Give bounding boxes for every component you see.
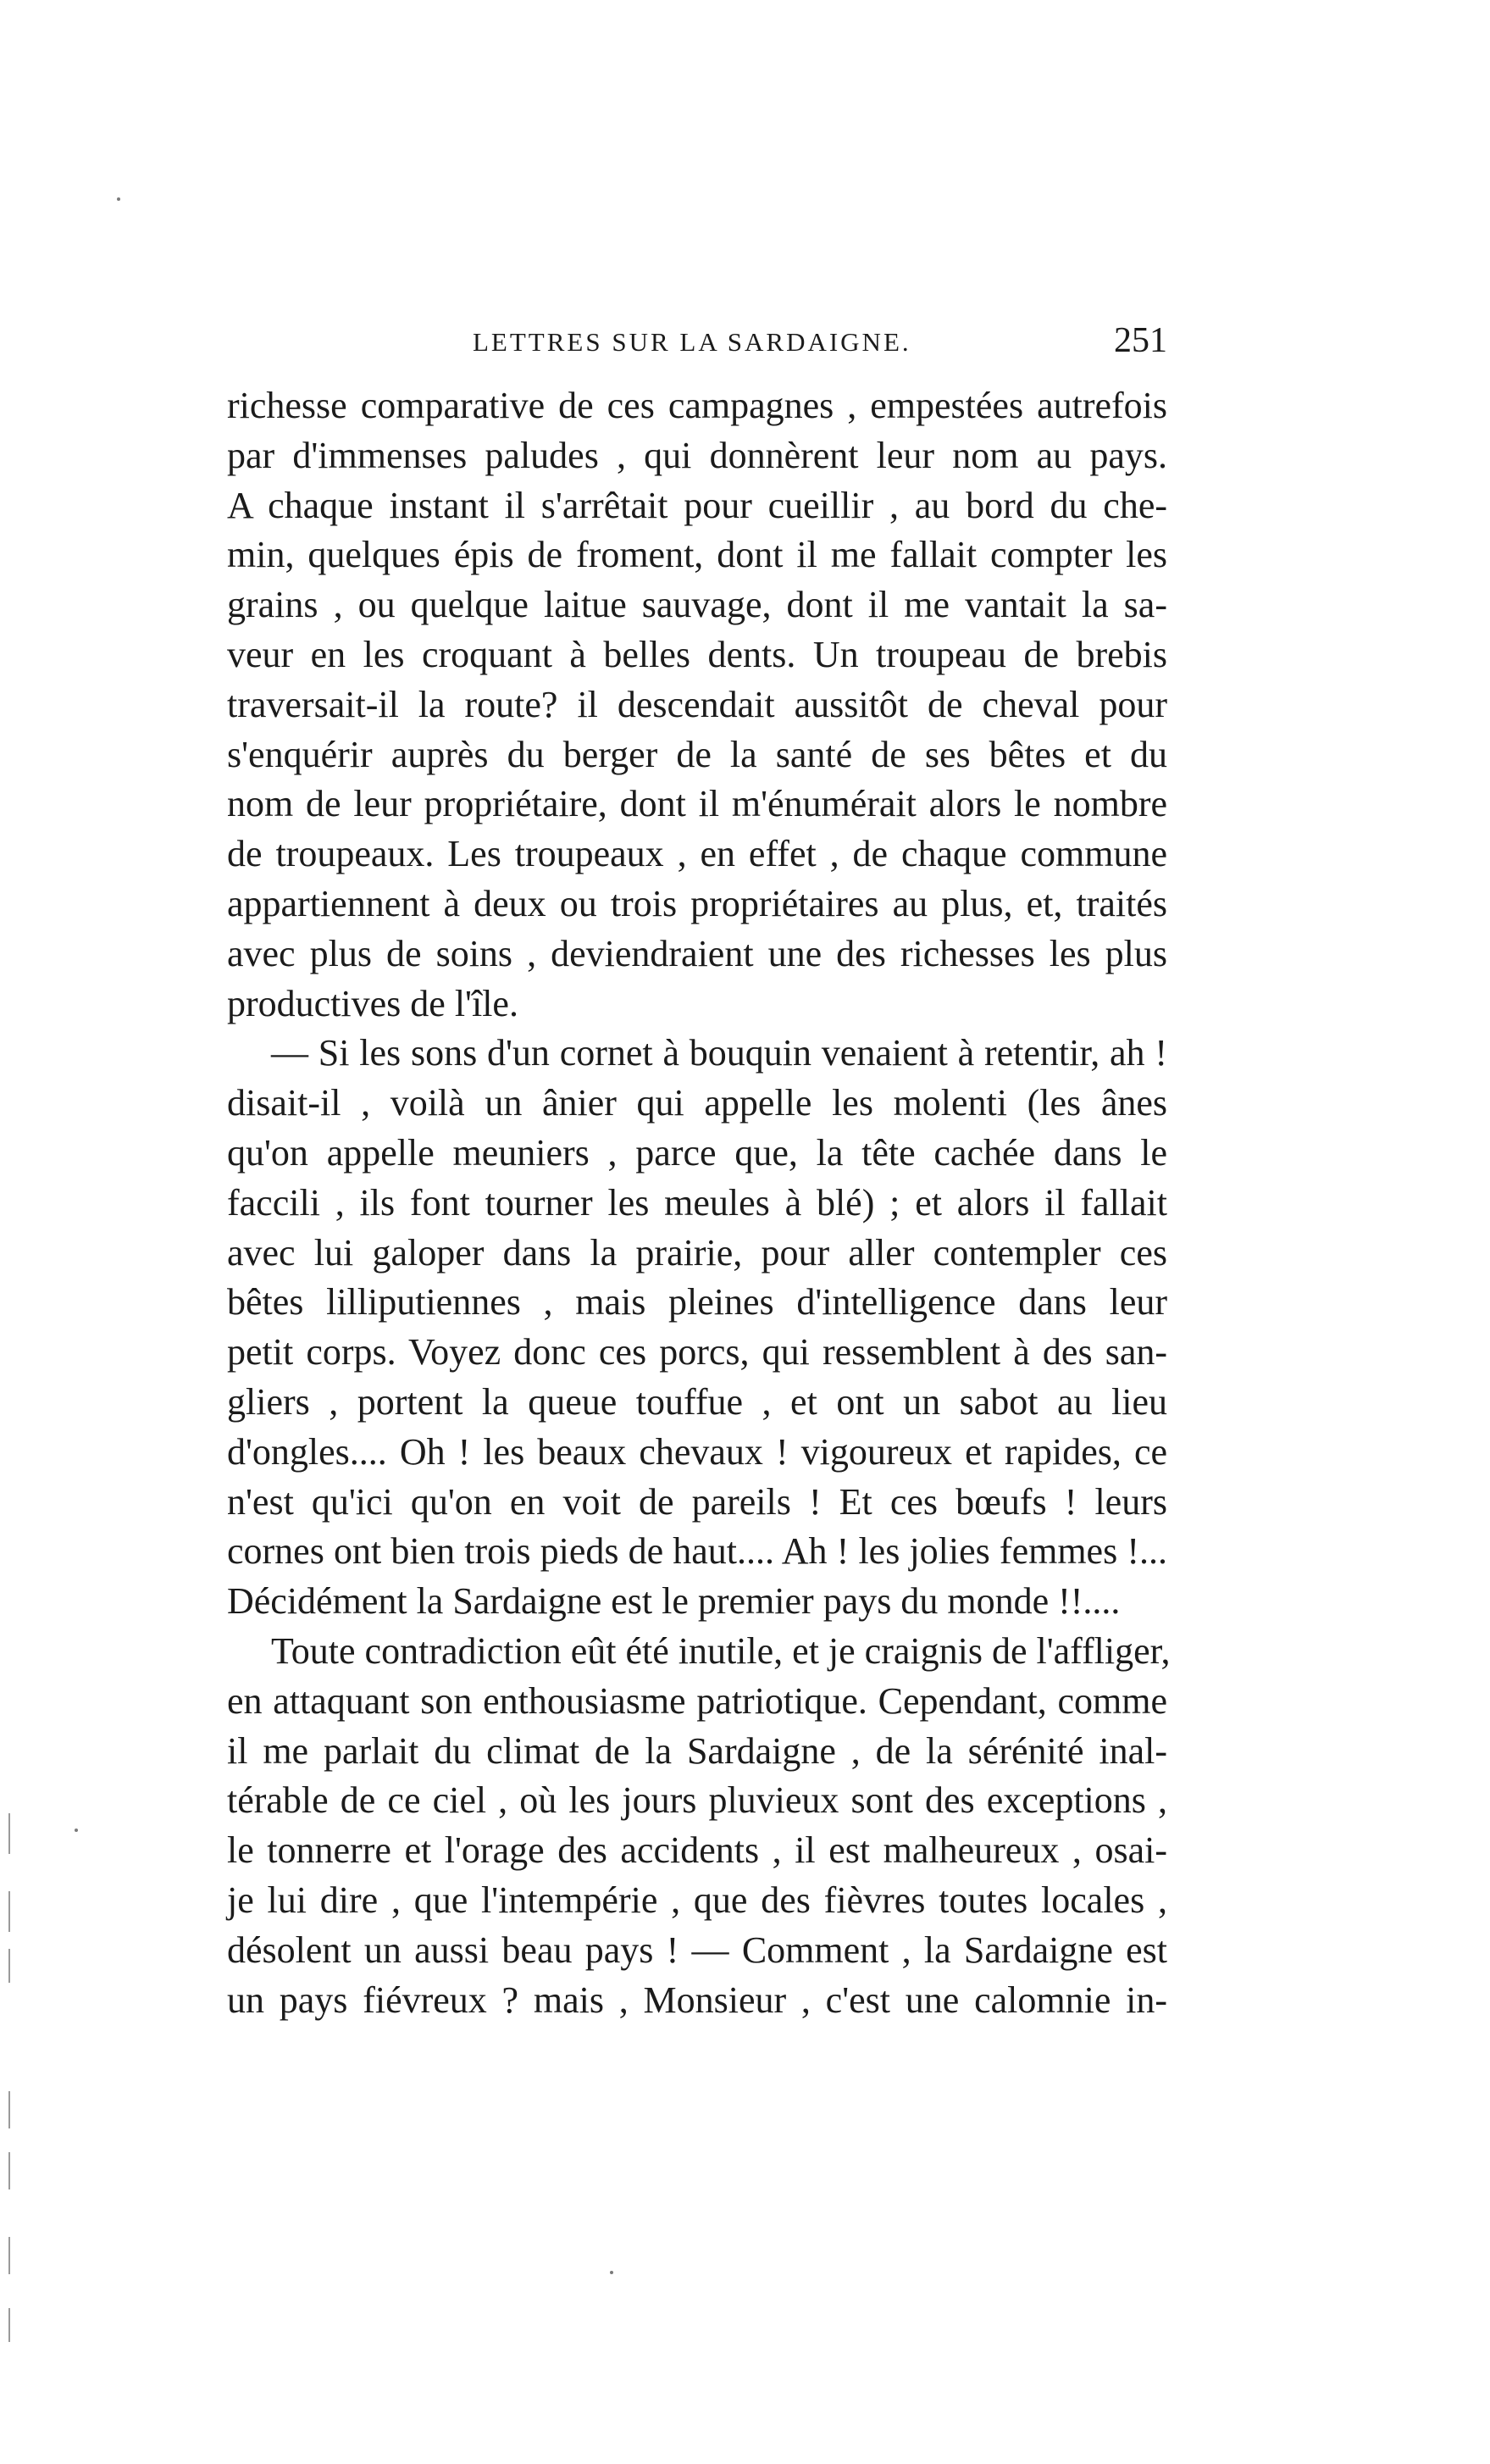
text-line: un pays fiévreux ? mais , Monsieur , c'est une calomnie in- bbox=[227, 1978, 1167, 2021]
scan-edge-mark bbox=[8, 2308, 10, 2342]
text-line: min, quelques épis de froment, dont il me fallait compter les bbox=[227, 534, 1167, 576]
scan-edge-mark bbox=[8, 1949, 10, 1983]
text-line: avec lui galoper dans la prairie, pour aller contempler ces bbox=[227, 1231, 1167, 1274]
text-line: térable de ce ciel , où les jours pluvieux sont des exceptions , bbox=[227, 1779, 1167, 1822]
scan-edge-mark bbox=[8, 2237, 10, 2274]
text-line: — Si les sons d'un cornet à bouquin venaient à retentir, ah ! bbox=[271, 1032, 1167, 1074]
text-line: en attaquant son enthousiasme patriotique. Cependant, comme bbox=[227, 1679, 1167, 1722]
scan-edge-mark bbox=[8, 2152, 10, 2189]
text-line: A chaque instant il s'arrêtait pour cueillir , au bord du che- bbox=[227, 484, 1167, 526]
scan-edge-mark bbox=[8, 1891, 10, 1932]
text-line: veur en les croquant à belles dents. Un troupeau de brebis bbox=[227, 633, 1167, 675]
scan-speck bbox=[610, 2271, 613, 2274]
text-line: désolent un aussi beau pays ! — Comment , la Sardaigne est bbox=[227, 1928, 1167, 1971]
scan-speck bbox=[75, 1829, 78, 1832]
text-line: qu'on appelle meuniers , parce que, la tête cachée dans le bbox=[227, 1131, 1167, 1174]
text-line: richesse comparative de ces campagnes , empestées autrefois bbox=[227, 385, 1167, 426]
body-text bbox=[227, 381, 1171, 2025]
text-line: appartiennent à deux ou trois propriétaires au plus, et, traités bbox=[227, 882, 1167, 924]
text-line: gliers , portent la queue touffue , et ont un sabot au lieu bbox=[227, 1380, 1167, 1423]
text-line: par d'immenses paludes , qui donnèrent leur nom au pays. bbox=[227, 434, 1167, 476]
text-line: cornes ont bien trois pieds de haut.... Ah ! les jolies femmes !... bbox=[227, 1530, 1167, 1573]
text-line: petit corps. Voyez donc ces porcs, qui ressemblent à des san- bbox=[227, 1331, 1167, 1374]
text-line: bêtes lilliputiennes , mais pleines d'intelligence dans leur bbox=[227, 1281, 1167, 1324]
text-line: grains , ou quelque laitue sauvage, dont il me vantait la sa- bbox=[227, 584, 1167, 626]
text-line: il me parlait du climat de la Sardaigne , de la sérénité inal- bbox=[227, 1729, 1167, 1772]
text-line: traversait-il la route? il descendait aussitôt de cheval pour bbox=[227, 683, 1167, 725]
text-line: le tonnerre et l'orage des accidents , il est malheureux , osai- bbox=[227, 1829, 1167, 1872]
scan-speck bbox=[117, 197, 120, 201]
running-title: LETTRES SUR LA SARDAIGNE. bbox=[473, 327, 911, 357]
scan-edge-mark bbox=[8, 1813, 10, 1854]
text-line: s'enquérir auprès du berger de la santé de ses bêtes et du bbox=[227, 733, 1167, 775]
text-line: je lui dire , que l'intempérie , que des fièvres toutes locales , bbox=[227, 1879, 1167, 1921]
text-line: d'ongles.... Oh ! les beaux chevaux ! vigoureux et rapides, ce bbox=[227, 1430, 1167, 1473]
scan-edge-mark bbox=[8, 2091, 10, 2128]
page-header bbox=[227, 320, 1167, 371]
text-line: de troupeaux. Les troupeaux , en effet , de chaque commune bbox=[227, 833, 1167, 875]
page-number: 251 bbox=[1114, 321, 1167, 360]
text-line: Toute contradiction eût été inutile, et je craignis de l'affliger, bbox=[271, 1629, 1171, 1672]
text-line: faccili , ils font tourner les meules à blé) ; et alors il fallait bbox=[227, 1181, 1167, 1224]
text-line: disait-il , voilà un ânier qui appelle les molenti (les ânes bbox=[227, 1082, 1167, 1124]
text-line: avec plus de soins , deviendraient une des richesses les plus bbox=[227, 932, 1167, 974]
text-line: nom de leur propriétaire, dont il m'énumérait alors le nombre bbox=[227, 783, 1167, 825]
text-line: n'est qu'ici qu'on en voit de pareils ! Et ces bœufs ! leurs bbox=[227, 1480, 1167, 1523]
text-line: Décidément la Sardaigne est le premier pays du monde !!.... bbox=[227, 1580, 1121, 1623]
text-line: productives de l'île. bbox=[227, 982, 518, 1024]
